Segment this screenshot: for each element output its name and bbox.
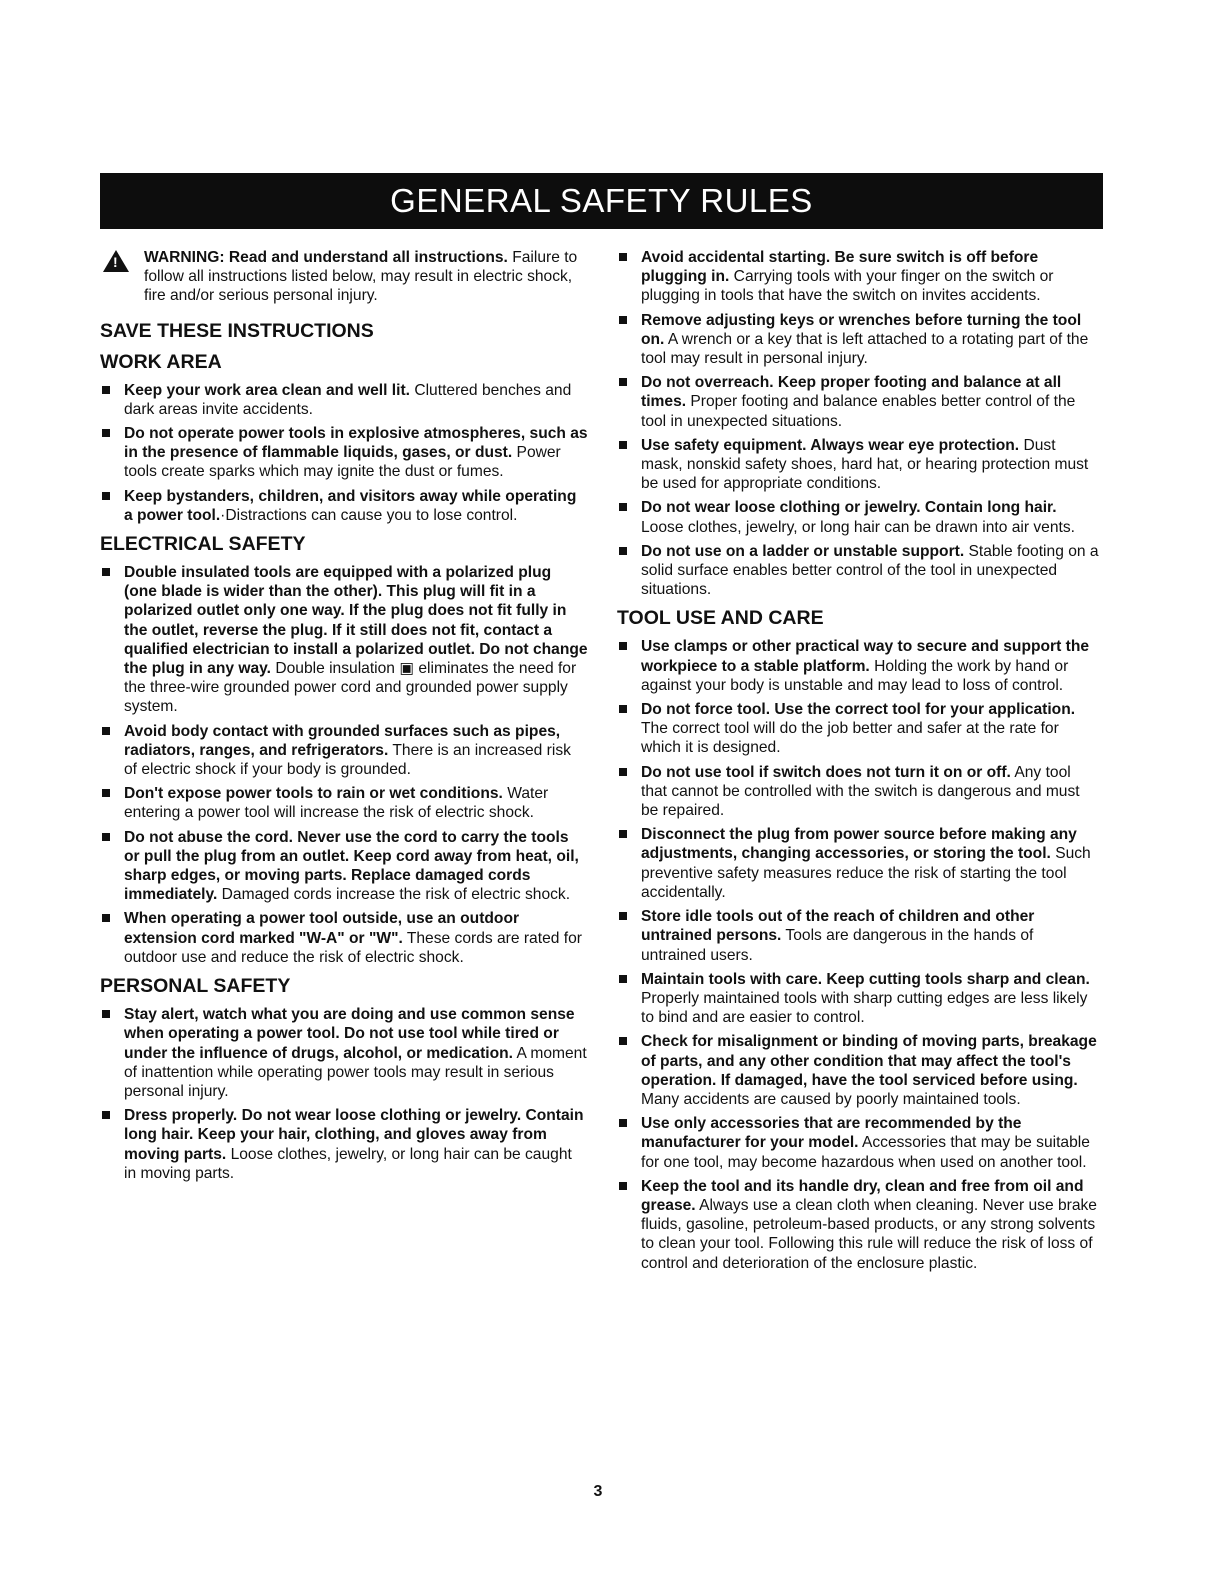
section-tool-use-and-care: TOOL USE AND CARE <box>617 607 824 630</box>
bullet-icon <box>619 1119 627 1127</box>
rule-text: Carrying tools with your finger on the switch or plugging in tools that have the switch on invites accidents. <box>641 268 1054 305</box>
bullet-icon <box>102 789 110 797</box>
list-item <box>617 825 1099 902</box>
list-item <box>100 563 588 717</box>
rule-text: Properly maintained tools with sharp cutting edges are less likely to bind and are easier to control. <box>641 989 1088 1027</box>
list-item <box>617 907 1099 965</box>
rule-bold: When operating a power tool outside, use an outdoor extension cord marked "W-A" or "W". <box>124 910 520 947</box>
rule-text: Proper footing and balance enables better control of the tool in unexpected situations. <box>641 393 1076 430</box>
rule-bold: Do not abuse the cord. Never use the cord to carry the tools or pull the plug from an outlet. Keep cord away from heat, oil, sharp edges, or moving parts. Replace damaged cords immediately. <box>124 828 579 904</box>
rule-bold: Check for misalignment or binding of moving parts, breakage of parts, and any other condition that may affect the tool's operation. If damaged, have the tool serviced before using. <box>641 1033 1097 1089</box>
rule-text: Loose clothes, jewelry, or long hair can be caught in moving parts. <box>124 1145 572 1182</box>
list-item <box>100 1005 588 1101</box>
rule-bold: Don't expose power tools to rain or wet conditions. <box>124 785 503 803</box>
bullet-icon <box>102 1111 110 1119</box>
bullet-icon <box>619 253 627 261</box>
rule-bold: Use clamps or other practical way to secure and support the workpiece to a stable platform. <box>641 638 1090 675</box>
rule-bold: Disconnect the plug from power source before making any adjustments, changing accessories, or storing the tool. <box>641 826 1077 863</box>
bullet-icon <box>619 503 627 511</box>
bullet-icon <box>102 492 110 500</box>
rule-text: There is an increased risk of electric shock if your body is grounded. <box>124 741 571 779</box>
rule-bold: Keep your work area clean and well lit. <box>124 381 410 399</box>
rule-bold: Store idle tools out of the reach of children and other untrained persons. <box>641 908 1035 945</box>
bullet-icon <box>102 833 110 841</box>
rule-text: Accessories that may be suitable for one tool, may become hazardous when used on another tool. <box>641 1134 1090 1171</box>
rule-text: Such preventive safety measures reduce the risk of starting the tool accidentally. <box>641 845 1091 901</box>
rule-text: Always use a clean cloth when cleaning. Never use brake fluids, gasoline, petroleum-based products, or any strong solvents to clean your tool. Following this rule will reduce the risk of loss of control and deterioration of the enclosure plastic. <box>641 1196 1097 1272</box>
rule-bold: Do not overreach. Keep proper footing and balance at all times. <box>641 374 1062 411</box>
bullet-icon <box>102 429 110 437</box>
list-item <box>617 542 1099 600</box>
bullet-icon <box>619 705 627 713</box>
list-item <box>617 311 1099 369</box>
rule-text: Water entering a power tool will increase the risk of electric shock. <box>124 785 549 822</box>
bullet-icon <box>619 830 627 838</box>
page-number: 3 <box>593 1483 603 1500</box>
rule-bold: Use safety equipment. Always wear eye protection. <box>641 436 1020 454</box>
warning-bold: WARNING: Read and understand all instructions. <box>144 249 508 266</box>
bullet-icon <box>619 547 627 555</box>
list-item <box>100 487 588 525</box>
rule-text: Holding the work by hand or against your body is unstable and may lead to loss of control. <box>641 657 1069 694</box>
bullet-icon <box>102 727 110 735</box>
rule-bold: Keep the tool and its handle dry, clean and free from oil and grease. <box>641 1177 1084 1214</box>
warning-block <box>100 248 588 306</box>
section-save-instructions: SAVE THESE INSTRUCTIONS <box>100 319 374 342</box>
rule-bold: Stay alert, watch what you are doing and use common sense when operating a power tool. Do not use tool while tired or under the influence of drugs, alcohol, or medication. <box>124 1006 575 1062</box>
rule-text: Dust mask, nonskid safety shoes, hard hat, or hearing protection must be used for appropriate conditions. <box>641 436 1089 493</box>
list-item <box>100 424 588 482</box>
bullet-icon <box>619 1037 627 1045</box>
rule-text: Tools are dangerous in the hands of untrained users. <box>641 927 1034 964</box>
left-column <box>100 248 588 1188</box>
list-item <box>100 1106 588 1183</box>
rule-bold: Use only accessories that are recommended by the manufacturer for your model. <box>641 1115 1022 1152</box>
list-item <box>100 784 588 822</box>
list-item <box>617 970 1099 1028</box>
rule-bold: Keep bystanders, children, and visitors away while operating a power tool. <box>124 487 577 524</box>
title-banner <box>100 173 1103 229</box>
rule-text: Cluttered benches and dark areas invite accidents. <box>124 381 572 418</box>
list-item <box>617 763 1099 821</box>
bullet-icon <box>619 378 627 386</box>
rule-text: A wrench or a key that is left attached to a rotating part of the tool may result in personal injury. <box>641 330 1089 368</box>
list-item <box>617 1177 1099 1273</box>
list-item <box>100 909 588 967</box>
list-item <box>617 1114 1099 1172</box>
rule-bold: Remove adjusting keys or wrenches before turning the tool on. <box>641 311 1082 348</box>
bullet-icon <box>619 975 627 983</box>
list-item <box>100 722 588 780</box>
rule-text: ·Distractions can cause you to lose control. <box>220 506 518 524</box>
rule-text: Many accidents are caused by poorly maintained tools. <box>641 1090 1021 1108</box>
bullet-icon <box>102 1010 110 1018</box>
bullet-icon <box>619 768 627 776</box>
list-item <box>617 436 1099 494</box>
rule-bold: Do not wear loose clothing or jewelry. Contain long hair. <box>641 499 1057 517</box>
list-item <box>617 637 1099 695</box>
rule-bold: Do not use tool if switch does not turn it on or off. <box>641 763 1011 781</box>
list-item <box>100 381 588 419</box>
rule-text: Stable footing on a solid surface enables better control of the tool in unexpected situations. <box>641 542 1099 599</box>
rule-bold: Double insulated tools are equipped with a polarized plug (one blade is wider than the other). This plug will fit in a polarized outlet only one way. If the plug does not fit fully in the outlet, reverse the plug. If it still does not fit, contact a qualified electrician to install a polarized outlet. Do not change the plug in any way. <box>124 564 588 678</box>
page-title: GENERAL SAFETY RULES <box>390 182 813 219</box>
rule-bold: Do not force tool. Use the correct tool for your application. <box>641 701 1076 719</box>
rule-text: A moment of inattention while operating power tools may result in serious personal injury. <box>124 1044 587 1100</box>
warning-text: Failure to follow all instructions listed below, may result in electric shock, fire and/or serious personal injury. <box>144 249 578 305</box>
section-work-area: WORK AREA <box>100 350 222 373</box>
list-item <box>617 1032 1099 1109</box>
rule-text: These cords are rated for outdoor use and reduce the risk of electric shock. <box>124 929 582 966</box>
list-item <box>617 498 1099 536</box>
bullet-icon <box>619 316 627 324</box>
rule-text: The correct tool will do the job better and safer at the rate for which it is designed. <box>641 720 1059 757</box>
rule-text: Loose clothes, jewelry, or long hair can be drawn into air vents. <box>641 518 1075 536</box>
section-electrical-safety: ELECTRICAL SAFETY <box>100 533 306 556</box>
bullet-icon <box>102 914 110 922</box>
section-personal-safety: PERSONAL SAFETY <box>100 975 291 998</box>
rule-bold: Avoid accidental starting. Be sure switch is off before plugging in. <box>641 249 1039 286</box>
bullet-icon <box>102 568 110 576</box>
rule-bold: Avoid body contact with grounded surfaces such as pipes, radiators, ranges, and refrigerators. <box>124 722 561 759</box>
bullet-icon <box>619 1182 627 1190</box>
rule-bold: Dress properly. Do not wear loose clothing or jewelry. Contain long hair. Keep your hair, clothing, and gloves away from moving parts. <box>124 1107 584 1163</box>
rule-bold: Do not use on a ladder or unstable support. <box>641 542 965 560</box>
bullet-icon <box>619 441 627 449</box>
rule-text: Damaged cords increase the risk of electric shock. <box>217 886 571 904</box>
rule-bold: Do not operate power tools in explosive atmospheres, such as in the presence of flammable liquids, gases, or dust. <box>124 425 588 462</box>
bullet-icon <box>619 642 627 650</box>
list-item <box>617 700 1099 758</box>
bullet-icon <box>619 912 627 920</box>
rule-bold: Maintain tools with care. Keep cutting tools sharp and clean. <box>641 970 1090 988</box>
list-item <box>617 248 1099 306</box>
rule-text: Double insulation ▣ eliminates the need for the three-wire grounded power cord and grounded power supply system. <box>124 660 577 716</box>
bullet-icon <box>102 386 110 394</box>
rule-text: Any tool that cannot be controlled with the switch is dangerous and must be repaired. <box>641 763 1080 820</box>
rule-text: Power tools create sparks which may ignite the dust or fumes. <box>124 444 561 481</box>
list-item <box>100 828 588 905</box>
right-column <box>617 248 1099 1278</box>
warning-icon <box>103 250 129 272</box>
list-item <box>617 373 1099 431</box>
